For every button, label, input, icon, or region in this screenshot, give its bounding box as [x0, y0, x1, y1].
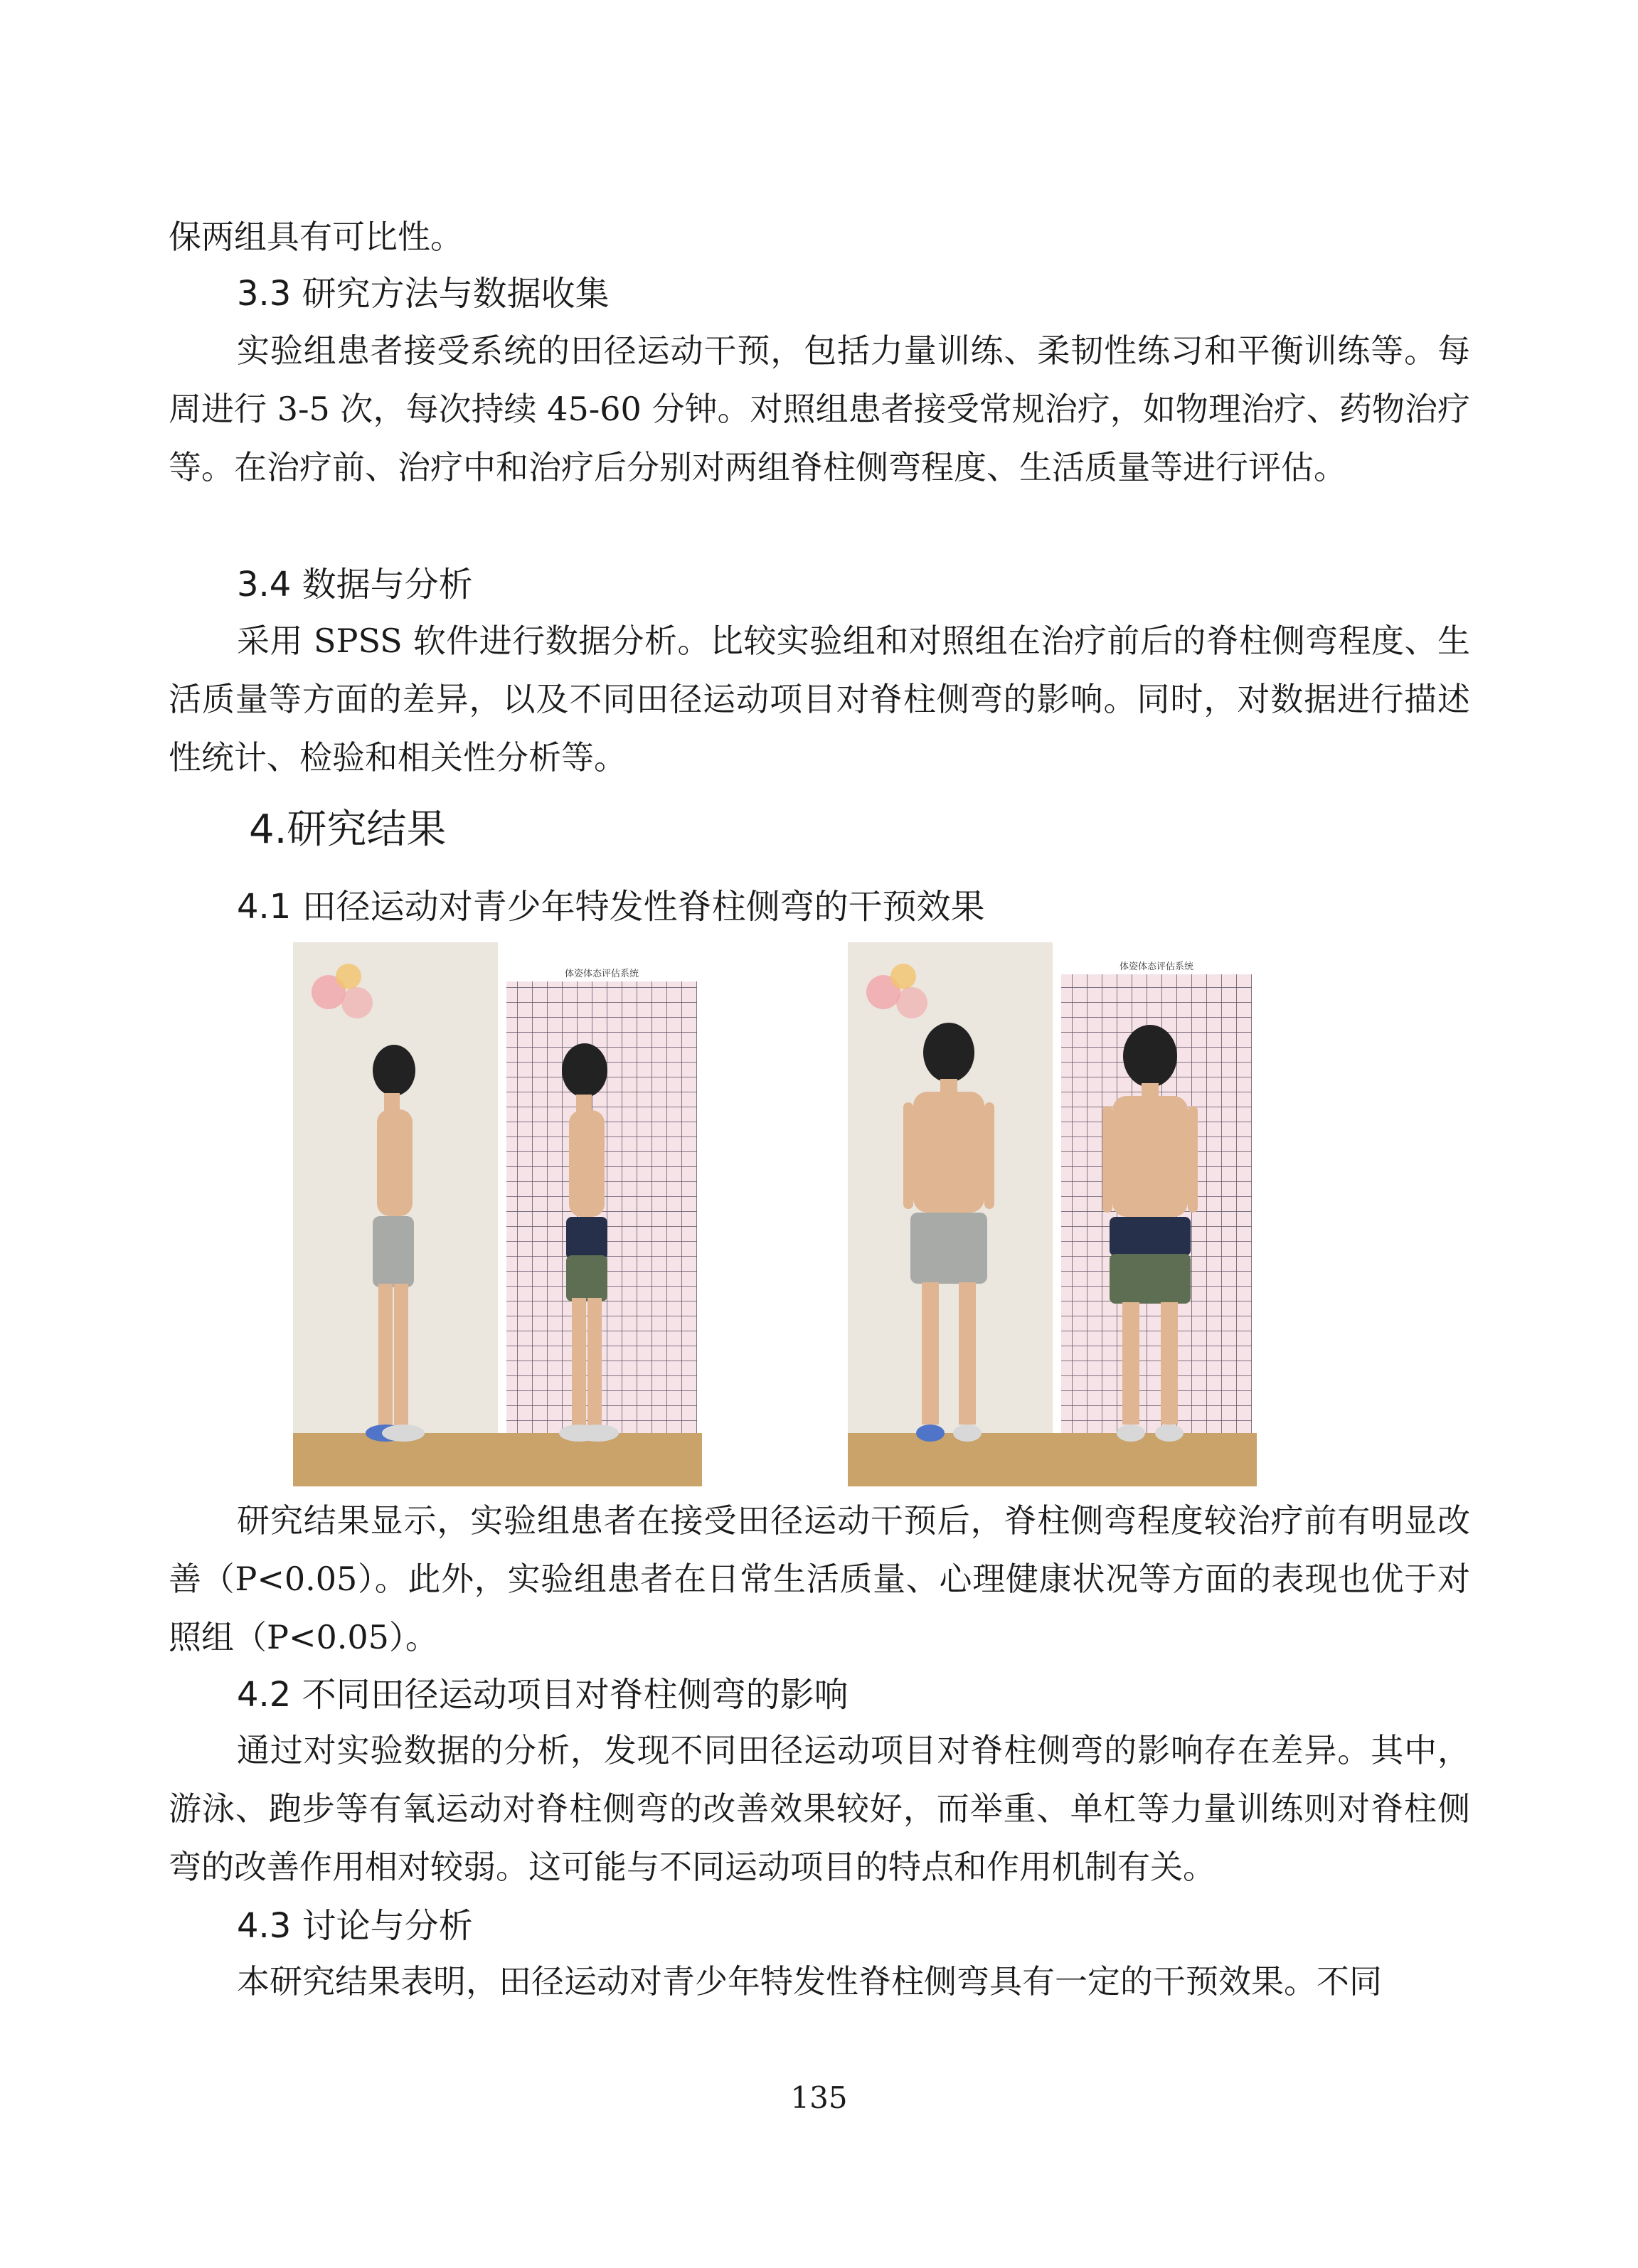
board-title: 体姿体态评估系统	[564, 969, 639, 979]
paragraph-discussion: 本研究结果表明，田径运动对青少年特发性脊柱侧弯具有一定的干预效果。不同	[237, 1962, 1382, 2001]
paragraph-methods: 实验组患者接受系统的田径运动干预，包括力量训练、柔韧性练习和平衡训练等。每周进行 3-5 次，每次持续 45-60 分钟。对照组患者接受常规治疗，如物理治疗、药物治疗等。在治疗前、治疗中和治疗后分别对两组脊柱侧弯程度、生活质量等进行评估。	[169, 331, 1470, 486]
paragraph-continuation: 保两组具有可比性。	[169, 218, 463, 256]
paragraph-analysis: 采用 SPSS 软件进行数据分析。比较实验组和对照组在治疗前后的脊柱侧弯程度、生活质量等方面的差异，以及不同田径运动项目对脊柱侧弯的影响。同时，对数据进行描述性统计、检验和相关性分析等。	[169, 622, 1470, 777]
paragraph-event-comparison: 通过对实验数据的分析，发现不同田径运动项目对脊柱侧弯的影响存在差异。其中，游泳、跑步等有氧运动对脊柱侧弯的改善效果较好，而举重、单杠等力量训练则对脊柱侧弯的改善作用相对较弱。这可能与不同运动项目的特点和作用机制有关。	[169, 1731, 1470, 1886]
paragraph-results: 研究结果显示，实验组患者在接受田径运动干预后，脊柱侧弯程度较治疗前有明显改善（P<0.05）。此外，实验组患者在日常生活质量、心理健康状况等方面的表现也优于对照组（P<0.05）。	[169, 1501, 1470, 1656]
section-heading-4-3: 4.3 讨论与分析	[237, 1906, 473, 1946]
page-number: 135	[790, 2080, 848, 2115]
section-heading-4-2: 4.2 不同田径运动项目对脊柱侧弯的影响	[237, 1675, 849, 1715]
back-view-illustration	[848, 942, 1257, 1486]
posture-photo-back-view	[848, 942, 1257, 1486]
chapter-heading-4: 4.研究结果	[249, 806, 447, 853]
section-heading-3-4: 3.4 数据与分析	[237, 565, 473, 605]
section-heading-3-3: 3.3 研究方法与数据收集	[237, 274, 610, 314]
section-heading-4-1: 4.1 田径运动对青少年特发性脊柱侧弯的干预效果	[237, 887, 985, 927]
side-view-illustration	[293, 942, 702, 1486]
board-title: 体姿体态评估系统	[1119, 962, 1194, 972]
posture-photo-side-view	[293, 942, 702, 1486]
